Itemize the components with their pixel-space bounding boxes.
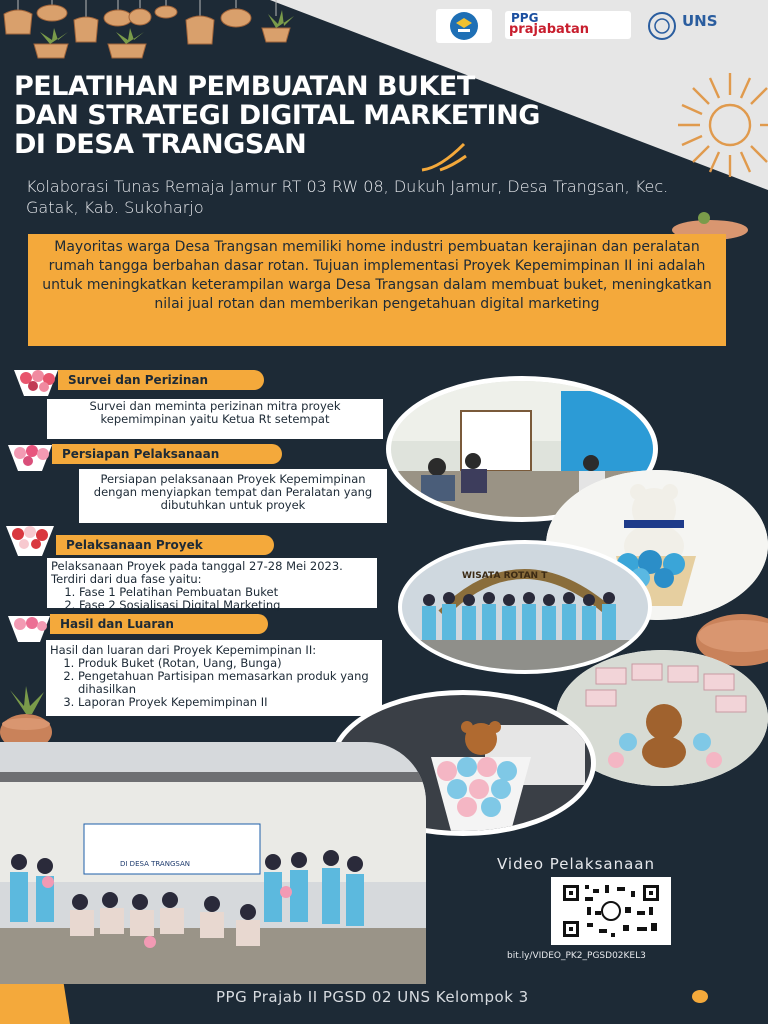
page-subtitle: Kolaborasi Tunas Remaja Jamur RT 03 RW 08, Dukuh Jamur, Desa Trangsan, Kec. Gatak, Kab. Sukoharjo — [26, 177, 669, 217]
sun-icon — [670, 70, 768, 180]
list-item: 2. Fase 2 Sosialisasi Digital Marketing — [79, 599, 373, 612]
bouquet-icon — [0, 520, 60, 560]
step-persiapan-text: Persiapan pelaksanaan Proyek Kepemimpinan dengan menyiapkan tempat dan Peralatan yang dibutuhkan untuk proyek — [79, 469, 387, 523]
swoosh-icon — [420, 140, 470, 174]
bouquet-icon — [2, 439, 58, 475]
title-line-1: PELATIHAN PEMBUATAN BUKET — [14, 71, 475, 102]
ppg-logo-text: PPG — [511, 11, 539, 25]
ppg-prajabatan-logo — [505, 11, 631, 39]
footer-dot — [692, 990, 708, 1003]
step-hasil-list — [50, 657, 378, 709]
list-item: 1. Produk Buket (Rotan, Uang, Bunga) — [78, 657, 378, 670]
group-training-image — [0, 742, 426, 984]
list-item: 3. Laporan Proyek Kepemimpinan II — [78, 696, 378, 709]
gate-group-image — [402, 544, 648, 670]
step-pelaksanaan-card — [47, 558, 377, 612]
banner-text: DI DESA TRANGSAN — [120, 860, 190, 868]
list-item: 2. Pengetahuan Partisipan memasarkan produk yang dihasilkan — [78, 670, 378, 696]
step-hasil-text: Hasil dan luaran dari Proyek Kepemimpinan II: — [50, 643, 317, 657]
step-pelaksanaan-list — [51, 586, 373, 612]
video-title: Video Pelaksanaan — [497, 855, 655, 873]
ministry-logo — [436, 9, 492, 43]
step-pelaksanaan-text: Pelaksanaan Proyek pada tanggal 27-28 Mei 2023. Terdiri dari dua fase yaitu: — [51, 559, 343, 586]
uns-logo — [646, 9, 746, 43]
photo-gate-group — [398, 540, 652, 674]
page-title — [14, 72, 574, 159]
list-item: 1. Fase 1 Pelatihan Pembuatan Buket — [79, 586, 373, 599]
footer-text: PPG Prajab II PGSD 02 UNS Kelompok 3 — [216, 988, 529, 1006]
gate-sign-text: WISATA ROTAN T — [462, 571, 548, 581]
qr-code-icon — [551, 877, 671, 945]
bouquet-icon — [6, 364, 66, 400]
uns-logo-text: UNS — [682, 12, 718, 30]
step-pelaksanaan-label: Pelaksanaan Proyek — [56, 535, 274, 555]
step-survei-label: Survei dan Perizinan — [58, 370, 264, 390]
hanging-lamps-decoration — [0, 0, 300, 62]
video-link[interactable]: bit.ly/VIDEO_PK2_PGSD02KEL3 — [507, 951, 646, 961]
step-survei-text: Survei dan meminta perizinan mitra proyek kepemimpinan yaitu Ketua Rt setempat — [47, 399, 383, 439]
uns-emblem-icon — [646, 11, 678, 41]
title-line-2: DAN STRATEGI DIGITAL MARKETING — [14, 100, 540, 131]
title-line-3: DI DESA TRANGSAN — [14, 129, 307, 160]
qr-code[interactable] — [551, 877, 671, 945]
intro-box: Mayoritas warga Desa Trangsan memiliki home industri pembuatan kerajinan dan peralatan rumah tangga berbahan dasar rotan. Tujuan implementasi Proyek Kepemimpinan II ini adalah untuk meningkatkan keterampilan warga Desa Trangsan dalam membuat buket, meningkatkan nilai jual rotan dan memberikan pengetahuan digital marketing — [28, 234, 726, 346]
step-hasil-card — [46, 640, 382, 716]
prajabatan-logo-text: prajabatan — [509, 22, 590, 37]
step-hasil-label: Hasil dan Luaran — [50, 614, 268, 634]
photo-group-training — [0, 742, 426, 984]
tut-wuri-handayani-icon — [436, 9, 492, 43]
step-persiapan-label: Persiapan Pelaksanaan — [52, 444, 282, 464]
